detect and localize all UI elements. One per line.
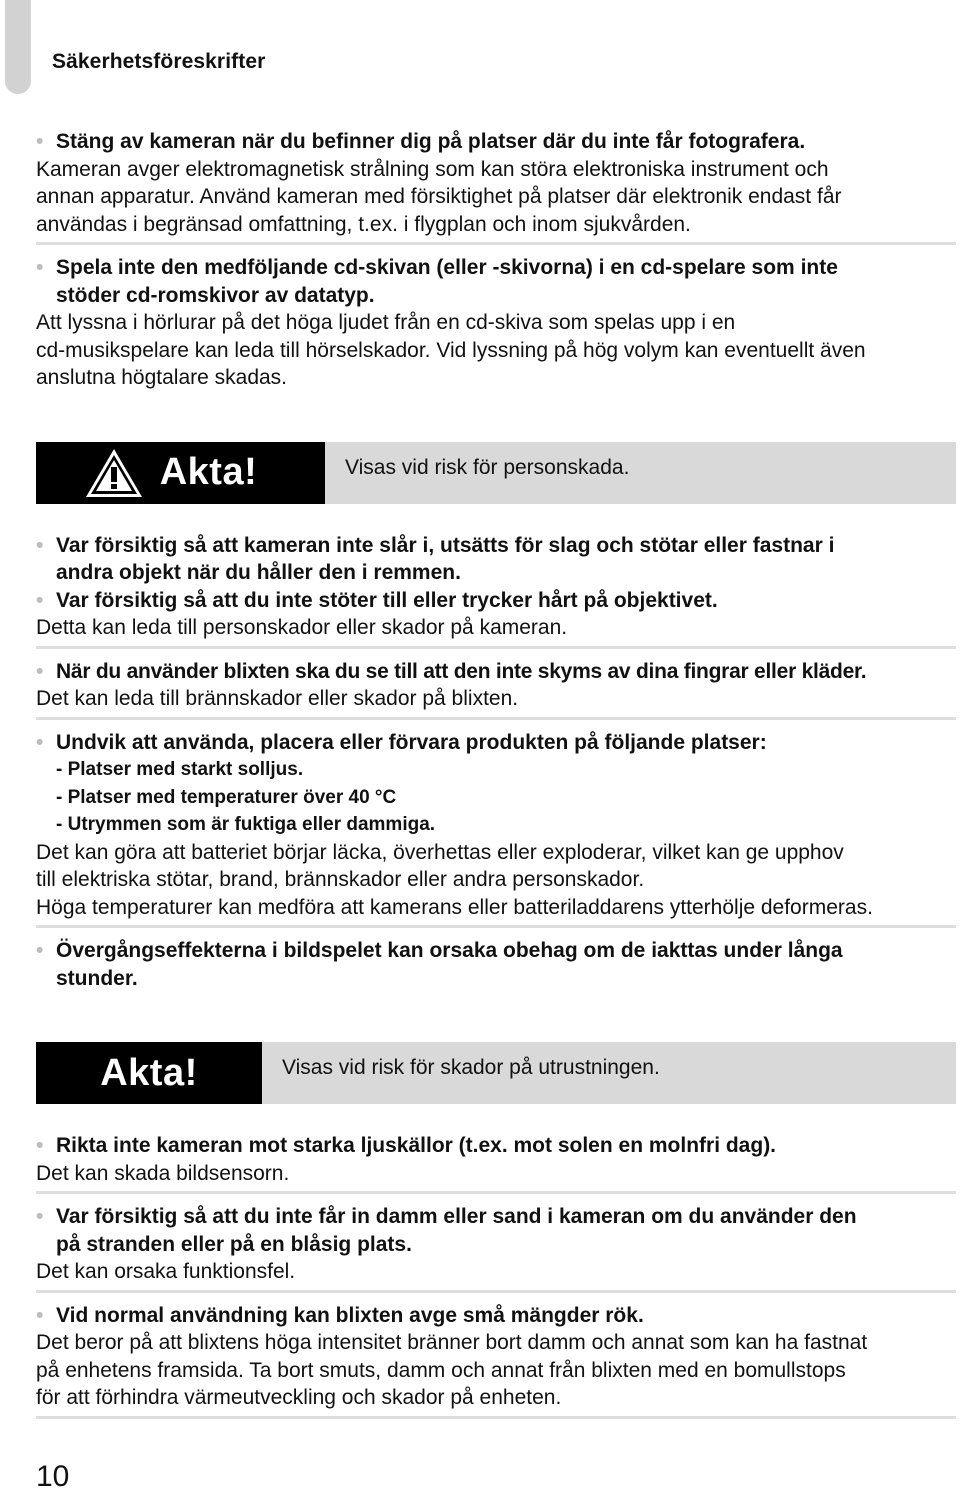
body-line: användas i begränsad omfattning, t.ex. i flygplan och inom sjukvården. bbox=[36, 212, 691, 236]
bullet-icon: • bbox=[36, 1205, 44, 1228]
bullet-heading: • Stäng av kameran när du befinner dig på platser där du inte får fotografera. bbox=[36, 128, 956, 156]
body-line: Det kan orsaka funktionsfel. bbox=[36, 1260, 296, 1283]
caution-label: Akta! bbox=[36, 442, 325, 504]
safety-section bbox=[36, 128, 956, 245]
bullet-heading: • När du använder blixten ska du se till att den inte skyms av dina fingrar eller kläder. bbox=[36, 658, 956, 686]
page-content bbox=[36, 128, 956, 1428]
caution-banner-personal-injury bbox=[36, 442, 956, 504]
bullet-icon: • bbox=[36, 588, 44, 612]
warning-triangle-icon bbox=[84, 447, 144, 499]
bullet-heading: • Spela inte den medföljande cd-skivan (eller -skivorna) i en cd-spelare som inte stöder cd-romskivor av datatyp. bbox=[36, 254, 956, 309]
bullet-heading: • Var försiktig så att du inte stöter till eller trycker hårt på objektivet. bbox=[36, 587, 956, 615]
caution-description: Visas vid risk för skador på utrustningen. bbox=[262, 1042, 956, 1104]
body-line: Höga temperaturer kan medföra att kamerans eller batteriladdarens ytterhölje deformeras. bbox=[36, 895, 873, 919]
body-line: på enhetens framsida. Ta bort smuts, damm och annat från blixten med en bomullstops bbox=[36, 1358, 846, 1382]
body-line: Det kan göra att batteriet börjar läcka, överhettas eller exploderar, vilket kan ge upphov bbox=[36, 840, 844, 864]
body-line: anslutna högtalare skadas. bbox=[36, 366, 288, 389]
bullet-heading: • Rikta inte kameran mot starka ljuskällor (t.ex. mot solen en molnfri dag). bbox=[36, 1132, 956, 1160]
bullet-heading: • Vid normal användning kan blixten avge små mängder rök. bbox=[36, 1302, 956, 1330]
safety-section bbox=[36, 658, 956, 720]
caution-label: Akta! bbox=[36, 1042, 262, 1104]
bullet-icon: • bbox=[36, 1303, 44, 1327]
page-number: 10 bbox=[36, 1460, 70, 1493]
body-line: Kameran avger elektromagnetisk strålning som kan störa elektroniska instrument och bbox=[36, 157, 829, 181]
bullet-icon: • bbox=[36, 659, 44, 683]
safety-section bbox=[36, 532, 956, 649]
safety-section bbox=[36, 937, 956, 996]
page-title: Säkerhetsföreskrifter bbox=[52, 50, 266, 73]
safety-section bbox=[36, 1203, 956, 1293]
body-line: Det kan skada bildsensorn. bbox=[36, 1161, 290, 1185]
location-list bbox=[36, 756, 956, 839]
page-tab-marker bbox=[5, 0, 31, 94]
body-line: Det kan leda till brännskador eller skador på blixten. bbox=[36, 687, 519, 710]
safety-section bbox=[36, 1302, 956, 1419]
location-item: - Utrymmen som är fuktiga eller dammiga. bbox=[56, 814, 436, 835]
caution-banner-equipment-damage bbox=[36, 1042, 956, 1104]
bullet-icon: • bbox=[36, 1134, 44, 1157]
location-item: - Platser med starkt solljus. bbox=[56, 759, 304, 780]
bullet-heading: • Var försiktig så att du inte får in damm eller sand i kameran om du använder den på stranden eller på en blåsig plats. bbox=[36, 1203, 956, 1258]
body-line: cd-musikspelare kan leda till hörselskador. Vid lyssning på hög volym kan eventuellt även bbox=[36, 338, 866, 362]
bullet-heading: • Var försiktig så att kameran inte slår i, utsätts för slag och stötar eller fastnar i andra objekt när du håller den i remmen. bbox=[36, 532, 956, 587]
safety-section bbox=[36, 254, 956, 396]
bullet-icon: • bbox=[36, 939, 44, 962]
body-line: Detta kan leda till personskador eller skador på kameran. bbox=[36, 616, 568, 639]
body-line: Att lyssna i hörlurar på det höga ljudet från en cd-skiva som spelas upp i en bbox=[36, 311, 736, 334]
bullet-icon: • bbox=[36, 130, 44, 153]
bullet-icon: • bbox=[36, 256, 44, 279]
body-line: Det beror på att blixtens höga intensitet bränner bort damm och annat som kan ha fastnat bbox=[36, 1331, 868, 1354]
bullet-heading: • Undvik att använda, placera eller förvara produkten på följande platser: bbox=[36, 729, 956, 757]
body-line: annan apparatur. Använd kameran med försiktighet på platser där elektronik endast får bbox=[36, 185, 842, 208]
safety-section bbox=[36, 1132, 956, 1194]
bullet-heading: • Övergångseffekterna i bildspelet kan orsaka obehag om de iakttas under långa stunder. bbox=[36, 937, 956, 992]
bullet-icon: • bbox=[36, 533, 44, 557]
body-line: till elektriska stötar, brand, brännskador eller andra personskador. bbox=[36, 868, 645, 891]
body-line: för att förhindra värmeutveckling och skador på enheten. bbox=[36, 1386, 562, 1409]
safety-section bbox=[36, 729, 956, 929]
caution-description: Visas vid risk för personskada. bbox=[325, 442, 956, 504]
bullet-icon: • bbox=[36, 730, 44, 754]
location-item: - Platser med temperaturer över 40 °C bbox=[56, 786, 397, 808]
